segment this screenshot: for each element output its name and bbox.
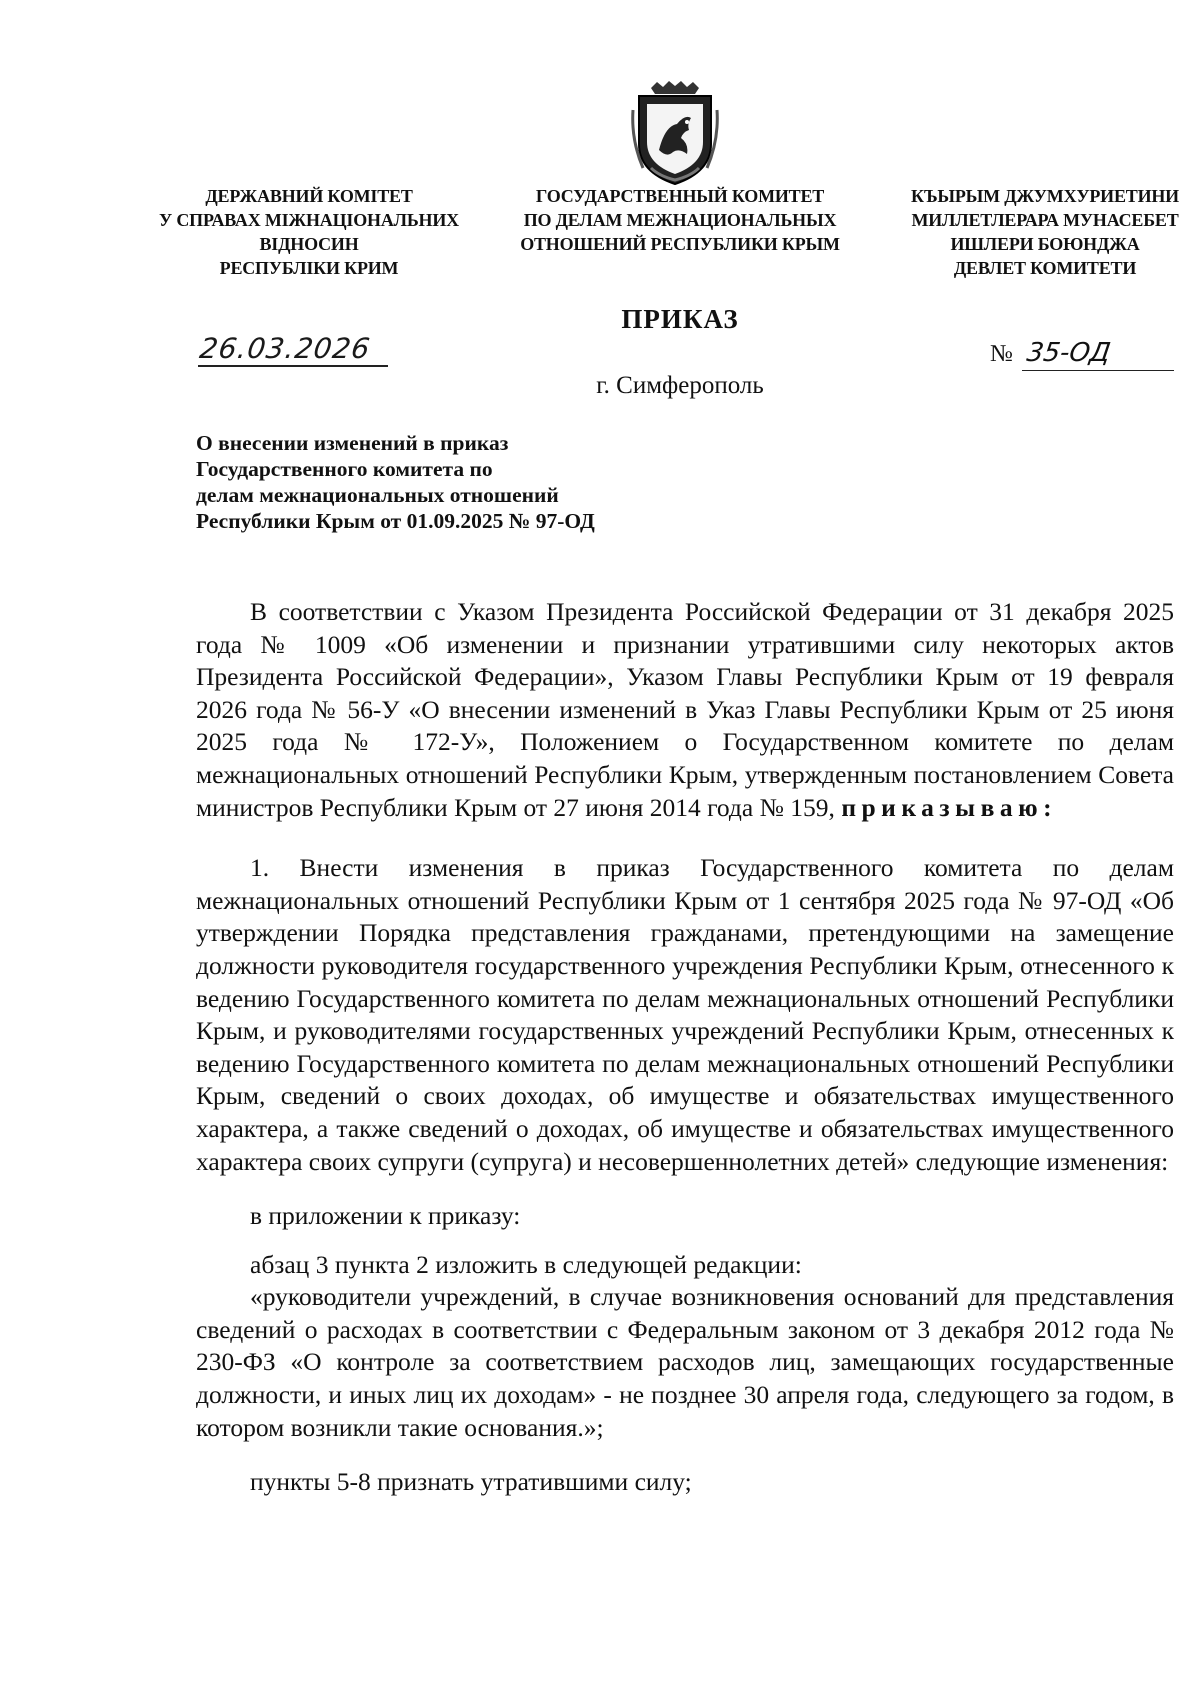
preamble-text: В соответствии с Указом Президента Российской Федерации от 31 декабря 2025 года № 1009 «Об изменении и признании утратившими силу некоторых актов Президента Российской Федерации», Указом Главы Республики Крым от 19 февраля 2026 года № 56-У «О внесении изменений в Указ Главы Республики Крым от 25 июня 2025 года № 172-У», Положением о Государственном комитете по делам межнациональных отношений Республики Крым, утвержденным постановлением Совета министров Республики Крым от 27 июня 2014 года № 159, <box>196 597 1174 822</box>
command-word: приказываю: <box>841 792 1058 822</box>
order-date-handwritten: 26.03.2026 <box>197 332 373 365</box>
order-subject <box>196 430 796 534</box>
org-name-ukrainian: ДЕРЖАВНИЙ КОМІТЕТ У СПРАВАХ МІЖНАЦІОНАЛЬНИХ ВІДНОСИН РЕСПУБЛІКИ КРИМ <box>159 186 459 278</box>
items-5-8-paragraph: пункты 5-8 признать утратившими силу; <box>250 1467 692 1497</box>
org-name-russian: ГОСУДАРСТВЕННЫЙ КОМИТЕТ ПО ДЕЛАМ МЕЖНАЦИОНАЛЬНЫХ ОТНОШЕНИЙ РЕСПУБЛИКИ КРЫМ <box>520 186 840 254</box>
subject-line: О внесении изменений в приказ <box>196 431 509 455</box>
date-underline <box>198 365 388 367</box>
order-number-handwritten: 35-ОД <box>1024 338 1113 368</box>
paragraph-3-instruction: абзац 3 пункта 2 изложить в следующей редакции: <box>250 1249 802 1279</box>
subject-line: делам межнациональных отношений <box>196 483 559 507</box>
subject-line: Государственного комитета по <box>196 457 493 481</box>
order-body <box>196 596 1174 1499</box>
preamble-paragraph <box>196 596 1174 824</box>
order-number <box>990 338 1113 368</box>
org-name-crimean-tatar: КЪЫРЫМ ДЖУМХУРИЕТИНИ МИЛЛЕТЛЕРАРА МУНАСЕБЕТ ИШЛЕРИ БОЮНДЖА ДЕВЛЕТ КОМИТЕТИ <box>910 186 1179 278</box>
number-label: № <box>990 341 1013 367</box>
number-underline <box>1022 370 1174 371</box>
item-1-paragraph: 1. Внести изменения в приказ Государственного комитета по делам межнациональных отношений Республики Крым от 1 сентября 2025 года № 97-ОД «Об утверждении Порядка представления гражданами, претендующими на замещение должности руководителя государственного учреждения Республики Крым, отнесенного к ведению Государственного комитета по делам межнациональных отношений Республики Крым, и руководителями государственных учреждений Республики Крым, отнесенных к ведению Государственного комитета по делам межнациональных отношений Республики Крым, сведений о своих доходах, об имуществе и обязательствах имущественного характера, а также сведений о доходах, об имуществе и обязательствах имущественного характера своих супруги (супруга) и несовершеннолетних детей» следующие изменения: <box>196 853 1174 1176</box>
city-of-issue: г. Симферополь <box>596 372 764 399</box>
new-wording-quote: «руководители учреждений, в случае возникновения оснований для представления сведений о расходах в соответствии с Федеральным законом от 3 декабря 2012 года № 230-ФЗ «О контроле за соответствием расходов лиц, замещающих государственные должности, и иных лиц их доходам» - не позднее 30 апреля года, следующего за годом, в котором возникли такие основания.»; <box>196 1282 1174 1442</box>
subject-line: Республики Крым от 01.09.2025 № 97-ОД <box>196 509 595 533</box>
crimea-coat-of-arms-icon <box>629 80 721 188</box>
document-title: ПРИКАЗ <box>621 304 739 334</box>
appendix-paragraph: в приложении к приказу: <box>250 1201 521 1231</box>
